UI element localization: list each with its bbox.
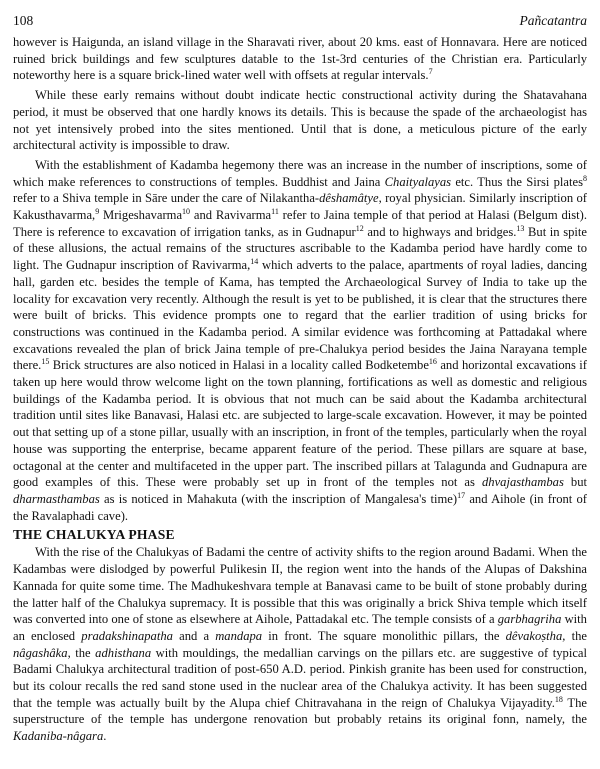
footnote-marker: 17 xyxy=(457,490,466,500)
footnote-marker: 11 xyxy=(271,206,279,216)
italic-term: dharmasthambas xyxy=(13,491,100,506)
paragraph-kadamba-hegemony: With the establishment of Kadamba hegemony there was an increase in the number of inscriptions, some of which make references to constructions of temples. Buddhist and Jaina Chaityalayas etc. Thus the Sirsi plates$^8$ refer to a Shiva temple in Sāre under the care of Nilakantha-dêshamâtye, royal physician. Similarly inscription of Kakusthavarma,$^9$ Mrigeshavarma$^{10}$ and Ravivarma$^{11}$ refer to Jaina temple of that period at Halasi (Belgum dist). There is reference to excavation of irrigation tanks, as in Gudnapur$^{12}$ and to highways and bridges.$^{13}$ But in spite of these allusions, the actual remains of the structures ascribable to the Kadamba period have hardly come to light. The Gudnapur inscription of Ravivarma,$^{14}$ which adverts to the palace, apartments of royal ladies, dancing hall, garden etc. besides the temple of Kama, has tempted the Archaeological Survey of India to take up the locality for excavation very recently. Although the result is yet to be published, it is clear that the structures there were built of bricks. This evidence prompts one to regard that the earlier tradition of using bricks for constructions was continued in the Kadamba period. A similar evidence was forthcoming at Pattadakal where excavations revealed the plan of brick Jaina temple of pre-Chalukya period besides the Jaina Narayana temple there.$^{15}$ Brick structures are also noticed in Halasi in a locality called Bodketembe$^{16}$ and horizontal excavations if taken up here would throw welcome light on the town planning, fortifications as well as domestic and religious buildings of the Kadamba period. It is obvious that not much can be said about the Kadamba architectural tradition until sites like Banavasi, Halasi etc. are subjected to large-scale excavation. However, it may be pointed out that setting up of a stone pillar, usually with an inscription, in front of the temples, particularly when the royal house was supporting the enterprise, became apparent feature of the period. These pillars are square at base, octagonal at the center and multifaceted in the upper part. The inscribed pillars at Talagunda and Gudnapura are good examples of this. These were probably set up in front of the temples not as dhvajasthambas but dharmasthambas as is noticed in Mahakuta (with the inscription of Mangalesa's time)$^{17}$ and Aihole (in front of the Ravalaphadi cave). xyxy=(13,157,588,523)
footnote-marker: 15 xyxy=(41,357,50,367)
footnote-marker: 16 xyxy=(428,357,437,367)
footnote-marker: 12 xyxy=(355,223,364,233)
running-title: Pañcatantra xyxy=(519,13,587,28)
italic-term: nâgashâka xyxy=(13,645,68,660)
page-body xyxy=(13,34,587,745)
italic-term: pradakshinapatha xyxy=(81,628,173,643)
italic-term: adhisthana xyxy=(95,645,152,660)
footnote-marker: 18 xyxy=(554,694,563,704)
italic-term: Chaityalayas xyxy=(384,174,452,189)
footnote-marker: 14 xyxy=(250,256,259,266)
page-number: 108 xyxy=(13,13,34,28)
section-heading: THE CHALUKYA PHASE xyxy=(13,527,175,543)
paragraph-shatavahana-period: While these early remains without doubt indicate hectic constructional activity during the Shatavahana period, it must be observed that one hardly knows its details. This is because the spade of the archaeologist has not yet intensively probed into the sites mentioned. Until that is done, a meticulous picture of the early architectural activity is impossible to draw. xyxy=(13,88,587,153)
footnote-marker: 8 xyxy=(583,173,588,183)
running-header xyxy=(13,13,587,29)
footnote-marker: 10 xyxy=(182,206,191,216)
footnote-marker: 13 xyxy=(516,223,525,233)
footnote-marker: 9 xyxy=(95,206,100,216)
paragraph-chalukya-phase: With the rise of the Chalukyas of Badami the centre of activity shifts to the region around Badami. When the Kadambas were dislodged by powerful Pulikesin II, the region went into the hands of the Alupas of Dakshina Kannada for quite some time. The Madhukeshvara temple at Banavasi came to be built of stone probably during the latter half of the Chalukya supremacy. It is possible that this was originally a brick Shiva temple which itself was converted into one of stone as elsewhere at Aihole, Pattadakal etc. The temple consists of a garbhagriha with an enclosed pradakshinapatha and a mandapa in front. The square monolithic pillars, the dêvakoṣtha, the nâgashâka, the adhisthana with mouldings, the medallian carvings on the pillars etc. are suggestive of typical Badami Chalukya architectural tradition of post-650 A.D. period. Pinkish granite has been used for construction, but its colour recalls the red sand stone used in the nuclear area of the Chalukya activity. It has been suggested that the temple was actually built by the Alupa chief Chitravahana in the reign of Chalukya Vijayadity.$^{18}$ The superstructure of the temple has undergone renovation but probably retains its original fonn, namely, the Kadaniba-nâgara. xyxy=(13,545,587,744)
italic-term: garbhagriha xyxy=(497,612,562,627)
footnote-marker: 7 xyxy=(428,67,433,77)
italic-term: dêvakoṣtha, xyxy=(505,628,566,643)
italic-term: dhvajasthambas xyxy=(481,475,564,490)
italic-term: Kadaniba-nâgara xyxy=(13,729,104,744)
italic-term: dêshamâtye xyxy=(319,191,379,206)
italic-term: mandapa xyxy=(215,628,263,643)
paragraph-continuation: however is Haigunda, an island village in the Sharavati river, about 20 kms. east of Honnavara. Here are noticed ruined brick buildings and few sculptures datable to the 1st-3rd centuries of the Christian era. Particularly noteworthy here is a square brick-lined water well with offsets at regular intervals.$^7$ xyxy=(13,35,587,83)
